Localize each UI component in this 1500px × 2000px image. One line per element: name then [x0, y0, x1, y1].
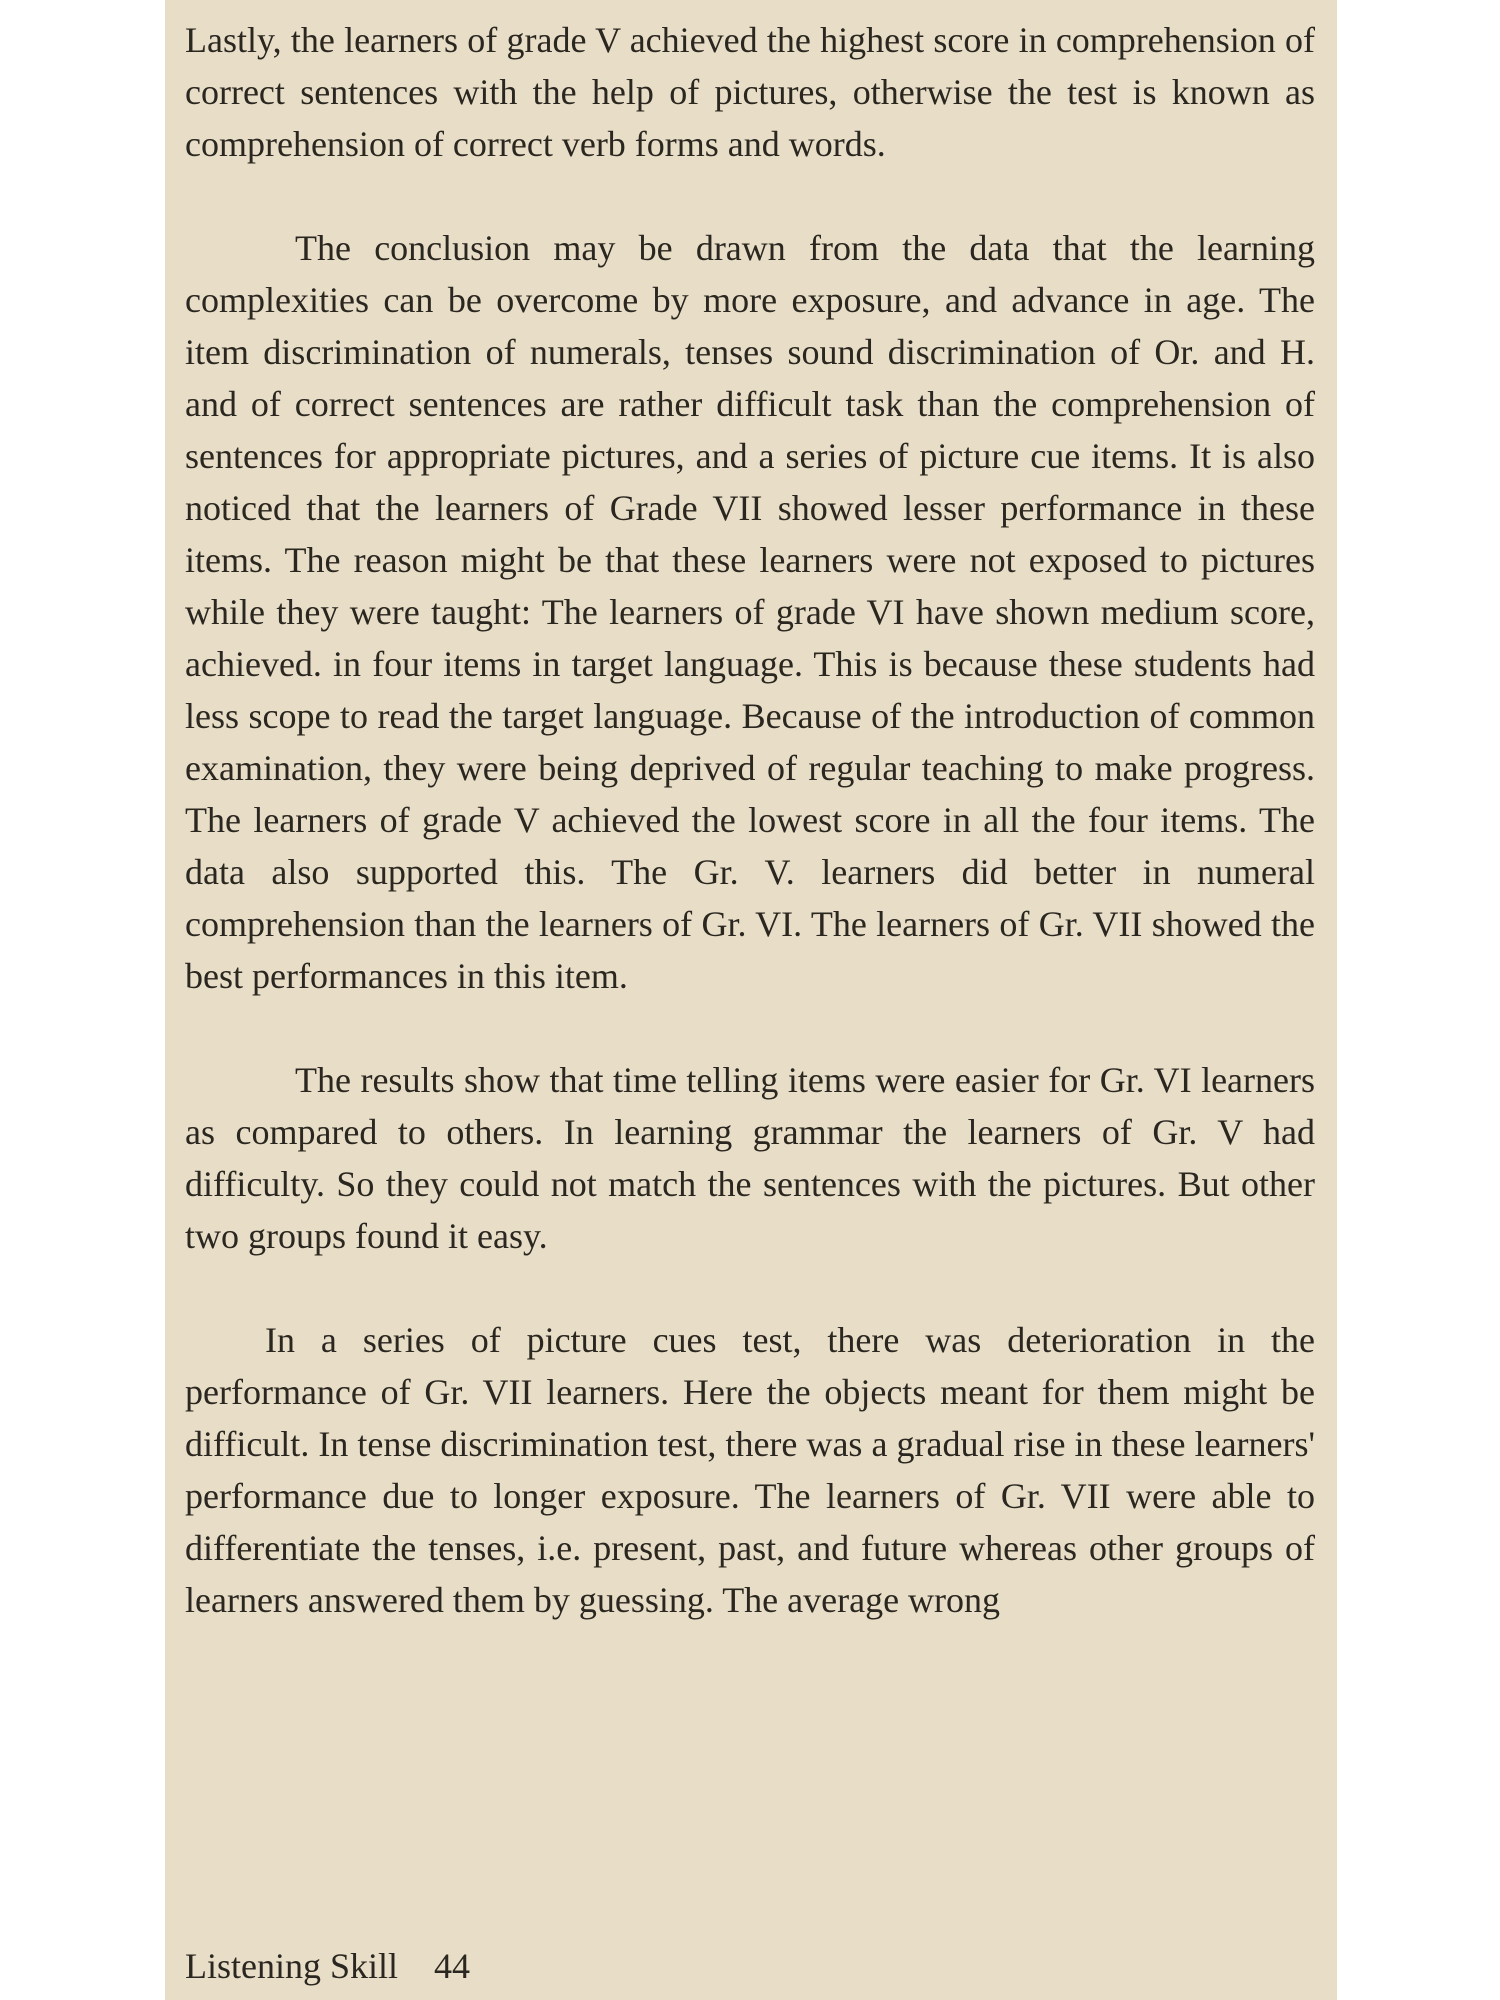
paragraph-3: The results show that time telling items were easier for Gr. VI learners as compared to others. In learning grammar the learners of Gr. V had difficulty. So they could not match the sentences with the pictures. But other two groups found it easy.	[185, 1060, 1315, 1256]
running-title: Listening Skill	[185, 1946, 399, 1986]
paragraph-2: The conclusion may be drawn from the data that the learning complexities can be overcome by more exposure, and advance in age. The item discrimination of numerals, tenses sound discrimination of Or. and H. and of correct sentences are rather difficult task than the comprehension of sentences for appropriate pictures, and a series of picture cue items. It is also noticed that the learners of Grade VII showed lesser performance in these items. The reason might be that these learners were not exposed to pictures while they were taught: The learners of grade VI have shown medium score, achieved. in four items in target language. This is because these students had less scope to read the target language. Because of the introduction of common examination, they were being deprived of regular teaching to make progress. The learners of grade V achieved the lowest score in all the four items. The data also supported this. The Gr. V. learners did better in numeral comprehension than the learners of Gr. VI. The learners of Gr. VII showed the best performances in this item.	[185, 228, 1315, 996]
paragraph-4: In a series of picture cues test, there was deterioration in the performance of Gr. VII learners. Here the objects meant for them might be difficult. In tense discrimination test, there was a gradual rise in these learners' performance due to longer exposure. The learners of Gr. VII were able to differentiate the tenses, i.e. present, past, and future whereas other groups of learners answered them by guessing. The average wrong	[185, 1320, 1315, 1620]
paragraph-1: Lastly, the learners of grade V achieved the highest score in comprehension of correct sentences with the help of pictures, otherwise the test is known as comprehension of correct verb forms and words.	[185, 20, 1315, 164]
page-footer	[185, 1944, 470, 1988]
book-page	[165, 0, 1337, 2000]
page-body	[185, 14, 1315, 1626]
page-number: 44	[434, 1946, 471, 1986]
